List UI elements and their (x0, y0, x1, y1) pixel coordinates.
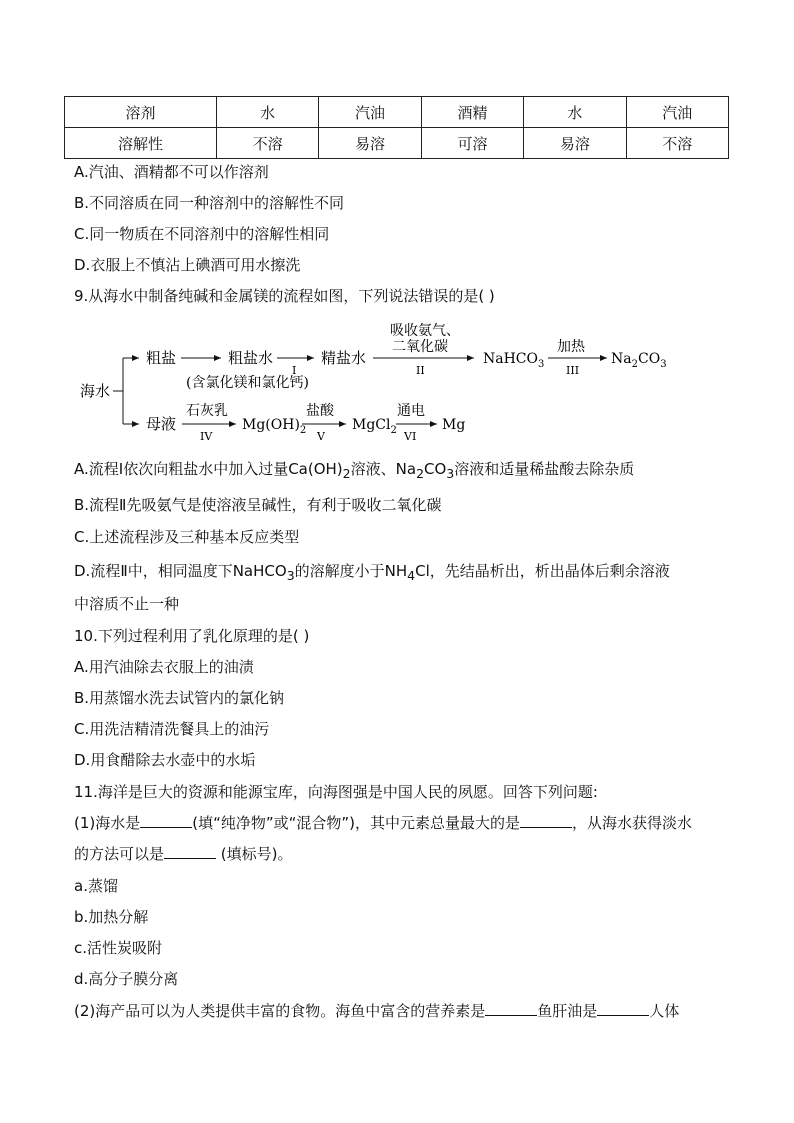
q10-option-c: C.用洗洁精清洗餐具上的油污 (74, 720, 270, 738)
table-cell: 汽油 (319, 97, 421, 128)
q9-option-d-cont: 中溶质不止一种 (74, 595, 180, 613)
flow-mgcl2 (352, 417, 397, 436)
text: (填标号)。 (216, 845, 293, 863)
flow-mgcl2-main: MgCl (352, 417, 391, 433)
flow-impurity-note: (含氯化镁和氯化钙) (186, 375, 309, 391)
q9-option-d (74, 561, 670, 586)
q11-part2-line1 (74, 1001, 679, 1021)
flow-crude-salt: 粗盐 (146, 349, 177, 367)
answer-blank[interactable] (520, 813, 572, 828)
flow-sub: 2 (390, 425, 397, 436)
q11-option-b: b.加热分解 (74, 908, 149, 926)
table-row (65, 128, 729, 159)
flow-refined-brine: 精盐水 (321, 349, 367, 367)
answer-blank[interactable] (597, 1001, 649, 1016)
answer-blank[interactable] (164, 844, 216, 859)
q10-stem: 10.下列过程利用了乳化原理的是( ) (74, 627, 310, 645)
subscript: 2 (342, 466, 351, 481)
formula: Cl (415, 562, 430, 580)
text: 溶液、 (350, 460, 396, 478)
text: ，从海水获得淡水 (572, 814, 693, 832)
text: (2)海产品可以为人类提供丰富的食物。海鱼中富含的营养素是 (74, 1002, 486, 1020)
flow-step-4: IV (200, 430, 213, 443)
table-cell: 酒精 (421, 97, 523, 128)
flow-step-5: V (317, 430, 325, 443)
answer-blank[interactable] (140, 813, 192, 828)
text: 鱼肝油是 (537, 1002, 598, 1020)
flow-crude-brine: 粗盐水 (228, 349, 274, 367)
text: 人体 (649, 1002, 680, 1020)
flow-electrolysis: 通电 (397, 403, 425, 419)
q9-option-a (74, 459, 634, 484)
text: ，先结晶析出，析出晶体后剩余溶液 (429, 562, 670, 580)
subscript: 3 (446, 466, 455, 481)
flow-absorb-2: 二氧化碳 (392, 339, 448, 355)
formula: NaHCO (232, 562, 287, 580)
flow-sub: 2 (299, 425, 307, 436)
table-cell: 易溶 (524, 128, 626, 159)
flow-sub: 2 (631, 359, 638, 370)
flow-step-1: I (292, 364, 297, 377)
table-cell: 溶剂 (65, 97, 217, 128)
q8-option-d: D.衣服上不慎沾上碘酒可用水擦洗 (74, 256, 301, 274)
q11-option-a: a.蒸馏 (74, 877, 118, 895)
q9-option-c: C.上述流程涉及三种基本反应类型 (74, 528, 300, 546)
q8-option-b: B.不同溶质在同一种溶剂中的溶解性不同 (74, 194, 345, 212)
text: 溶液和适量稀盐酸去除杂质 (454, 460, 635, 478)
table-cell: 易溶 (319, 128, 421, 159)
q11-part1-line1 (74, 813, 692, 833)
q8-option-c: C.同一物质在不同溶剂中的溶解性相同 (74, 225, 330, 243)
formula: Na (395, 460, 417, 478)
text: 的方法可以是 (74, 845, 165, 863)
flow-nahco3-main: NaHCO (483, 351, 538, 367)
formula: NH (384, 562, 408, 580)
table-cell: 水 (524, 97, 626, 128)
flow-seawater: 海水 (80, 382, 111, 400)
q10-option-b: B.用蒸馏水洗去试管内的氯化钠 (74, 689, 285, 707)
flow-sub: 3 (538, 359, 545, 370)
table-cell: 可溶 (421, 128, 523, 159)
solubility-table (64, 96, 729, 159)
q11-option-c: c.活性炭吸附 (74, 939, 163, 957)
text: A.流程Ⅰ依次向粗盐水中加入过量 (74, 460, 289, 478)
table-cell: 溶解性 (65, 128, 217, 159)
q10-option-d: D.用食醋除去水壶中的水垢 (74, 751, 256, 769)
formula: CO (424, 460, 447, 478)
q11-option-d: d.高分子膜分离 (74, 970, 179, 988)
table-cell: 汽油 (626, 97, 728, 128)
flow-mother-liquor: 母液 (146, 415, 177, 433)
q11-stem: 11.海洋是巨大的资源和能源宝库，向海图强是中国人民的夙愿。回答下列问题: (74, 783, 598, 801)
answer-blank[interactable] (485, 1001, 537, 1016)
flow-step-2: II (416, 364, 425, 377)
flow-absorb-1: 吸收氨气、 (390, 323, 460, 339)
flow-sub: 3 (660, 359, 667, 370)
table-cell: 不溶 (216, 128, 318, 159)
flow-mgoh2 (242, 417, 306, 436)
flow-na2co3-a: Na (611, 351, 632, 367)
subscript: 3 (286, 568, 295, 583)
flow-step-3: III (566, 364, 580, 377)
formula: Ca(OH) (288, 460, 343, 478)
text: D.流程Ⅱ中，相同温度下 (74, 562, 233, 580)
text: 的溶解度小于 (294, 562, 385, 580)
table-cell: 水 (216, 97, 318, 128)
q9-stem: 9.从海水中制备纯碱和金属镁的流程如图，下列说法错误的是( ) (74, 287, 495, 305)
q11-part1-line2 (74, 844, 293, 864)
flow-step-6: VI (404, 430, 417, 443)
q8-option-a: A.汽油、酒精都不可以作溶剂 (74, 163, 269, 181)
subscript: 2 (416, 466, 425, 481)
subscript: 4 (407, 568, 416, 583)
flow-na2co3 (611, 351, 667, 370)
flow-mgoh2-main: Mg(OH) (242, 417, 300, 433)
flow-mg: Mg (442, 417, 466, 433)
flow-na2co3-b: CO (637, 351, 661, 367)
q10-option-a: A.用汽油除去衣服上的油渍 (74, 658, 254, 676)
flow-lime-milk: 石灰乳 (186, 403, 228, 419)
flow-heat: 加热 (557, 339, 585, 355)
text: (1)海水是 (74, 814, 141, 832)
table-cell: 不溶 (626, 128, 728, 159)
q9-option-b: B.流程Ⅱ先吸氨气是使溶液呈碱性，有利于吸收二氧化碳 (74, 496, 442, 514)
flow-nahco3 (483, 351, 544, 370)
flow-hcl: 盐酸 (306, 403, 334, 419)
flow-diagram (0, 318, 794, 448)
text: (填“纯净物”或“混合物”)，其中元素总量最大的是 (192, 814, 521, 832)
table-row (65, 97, 729, 128)
